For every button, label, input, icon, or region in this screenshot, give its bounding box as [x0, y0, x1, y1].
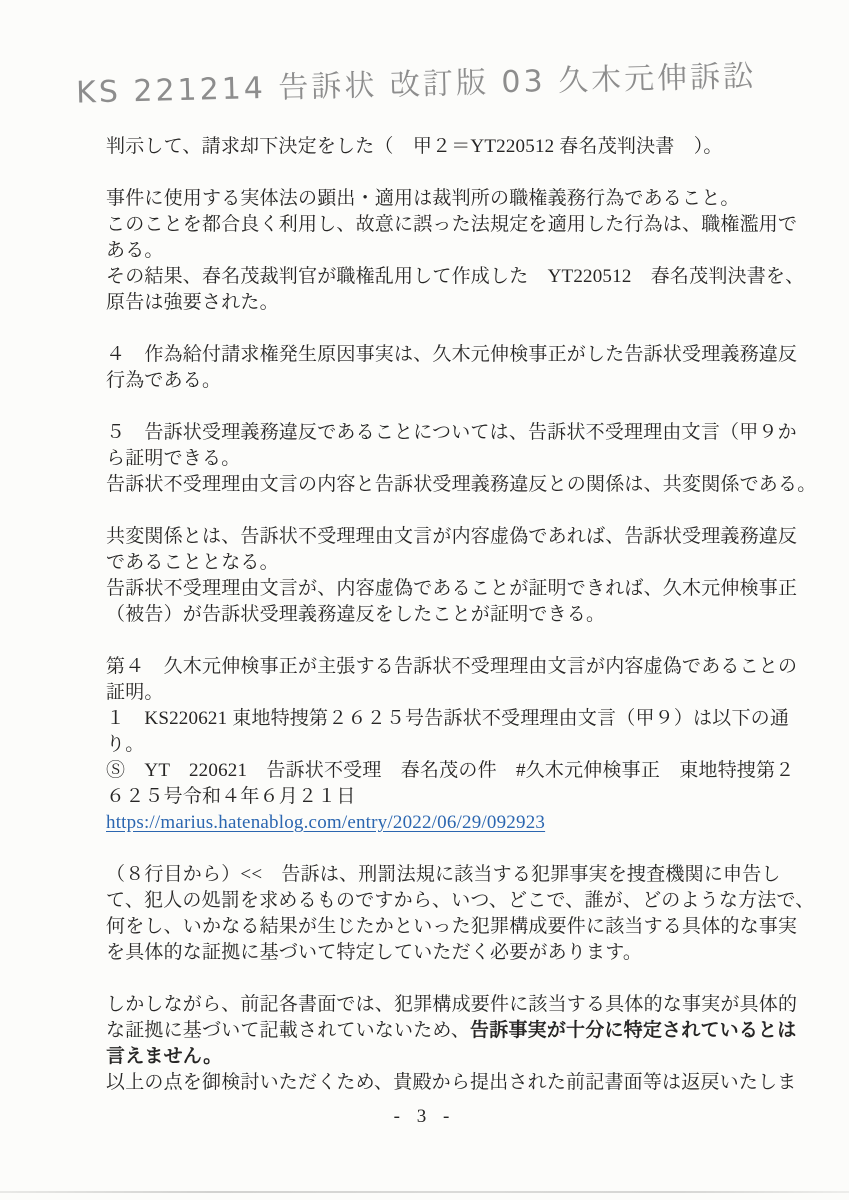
- text-line-mixed: [106, 1018, 816, 1044]
- text-line: 何をし、いかなる結果が生じたかといった犯罪構成要件に該当する具体的な事実: [106, 916, 798, 937]
- text-line: 以上の点を御検討いただくため、貴殿から提出された前記書面等は返戻いたしま: [106, 1072, 797, 1093]
- paragraph-section-4: [106, 654, 816, 836]
- paragraph-conclusion: [106, 992, 816, 1096]
- text-line: ４ 作為給付請求権発生原因事実は、久木元伸検事正がした告訴状受理義務違反: [106, 344, 798, 365]
- text-line: であることとなる。: [106, 552, 279, 573]
- text-line: しかしながら、前記各書面では、犯罪構成要件に該当する具体的な事実が具体的: [106, 994, 798, 1015]
- text-line: ある。: [106, 240, 164, 261]
- text-line: ら証明できる。: [106, 448, 241, 469]
- text-line: その結果、春名茂裁判官が職権乱用して作成した YT220512 春名茂判決書を、: [106, 266, 805, 287]
- text-line: このことを都合良く利用し、故意に誤った法規定を適用した行為は、職権濫用で: [106, 214, 798, 235]
- link-line: [106, 810, 816, 836]
- text-line: 原告は強要された。: [106, 292, 279, 313]
- document-body: [106, 134, 816, 1122]
- text-line: 判示して、請求却下決定をした（ 甲２＝YT220512 春名茂判決書 ）。: [106, 136, 723, 157]
- text-line: 告訴状不受理理由文言の内容と告訴状受理義務違反との関係は、共変関係である。: [106, 474, 817, 495]
- text-line: Ⓢ YT 220621 告訴状不受理 春名茂の件 #久木元伸検事正 東地特捜第２: [106, 760, 795, 781]
- text-line: ６２５号令和４年６月２１日: [106, 786, 356, 807]
- text-line: ５ 告訴状受理義務違反であることについては、告訴状不受理理由文言（甲９か: [106, 422, 797, 443]
- text-line: 第４ 久木元伸検事正が主張する告訴状不受理理由文言が内容虚偽であることの: [106, 656, 798, 677]
- text-line: （８行目から）<< 告訴は、刑罰法規に該当する犯罪事実を捜査機関に申告し: [106, 864, 781, 885]
- scanner-edge-artifact: [0, 1191, 849, 1193]
- paragraph-item-5: [106, 420, 816, 498]
- emphasized-text: 告訴事実が十分に特定されているとは: [470, 1020, 797, 1041]
- text-line: 告訴状不受理理由文言が、内容虚偽であることが証明できれば、久木元伸検事正: [106, 578, 798, 599]
- text-line: １ KS220621 東地特捜第２６２５号告訴状不受理理由文言（甲９）は以下の通: [106, 708, 790, 729]
- text-line: を具体的な証拠に基づいて特定していただく必要があります。: [106, 942, 643, 963]
- text-line: 証明。: [106, 682, 164, 703]
- text-line: 事件に使用する実体法の顕出・適用は裁判所の職権義務行為であること。: [106, 188, 740, 209]
- blog-link[interactable]: https://marius.hatenablog.com/entry/2022/06/29/092923: [106, 812, 546, 833]
- handwritten-note: KS 221214 告訴状 改訂版 03 久木元伸訴訟: [75, 58, 757, 111]
- text-segment: な証拠に基づいて記載されていないため、: [106, 1020, 471, 1041]
- paragraph-covariance: [106, 524, 816, 628]
- paragraph-abuse-of-authority: [106, 186, 816, 316]
- page-number: - 3 -: [393, 1106, 456, 1127]
- emphasized-text: 言えません。: [106, 1046, 223, 1067]
- paragraph-ruling: [106, 134, 816, 160]
- text-line: （被告）が告訴状受理義務違反をしたことが証明できる。: [106, 604, 606, 625]
- paragraph-item-4: [106, 342, 816, 394]
- text-line: 共変関係とは、告訴状不受理理由文言が内容虚偽であれば、告訴状受理義務違反: [106, 526, 798, 547]
- text-line: り。: [106, 734, 145, 755]
- paragraph-quoted-refusal-text: [106, 862, 816, 966]
- text-line: 行為である。: [106, 370, 222, 391]
- text-line: て、犯人の処罰を求めるものですから、いつ、どこで、誰が、どのような方法で、: [106, 890, 815, 911]
